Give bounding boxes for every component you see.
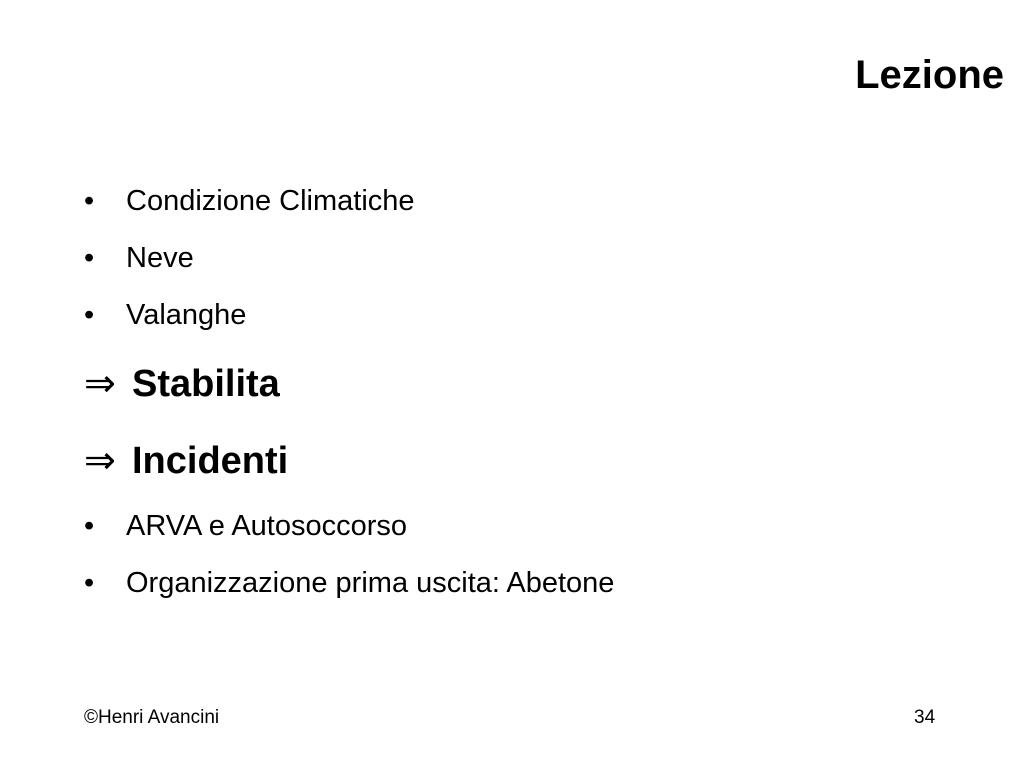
bullet-item (84, 509, 407, 543)
bullet-item (84, 298, 246, 332)
arrow-text: Stabilita (132, 363, 280, 405)
bullet-marker: • (84, 299, 95, 331)
bullet-item (84, 241, 194, 275)
bullet-text: Neve (126, 242, 194, 274)
bullet-marker: • (84, 185, 95, 217)
arrow-text: Incidenti (132, 440, 289, 482)
implies-arrow-icon: ⇒ (84, 363, 116, 405)
bullet-marker: • (84, 510, 95, 542)
bullet-item (84, 566, 614, 600)
arrow-item (84, 439, 288, 483)
bullet-text: ARVA e Autosoccorso (126, 510, 408, 542)
bullet-text: Valanghe (126, 299, 247, 331)
footer-copyright: ©Henri Avancini (84, 707, 220, 728)
page-number: 34 (914, 707, 936, 728)
bullet-text: Condizione Climatiche (126, 185, 415, 217)
bullet-text: Organizzazione prima uscita: Abetone (126, 567, 615, 599)
slide-title: Lezione (855, 53, 1004, 97)
bullet-marker: • (84, 567, 95, 599)
implies-arrow-icon: ⇒ (84, 440, 116, 482)
arrow-item (84, 362, 280, 406)
bullet-item (84, 184, 415, 218)
bullet-marker: • (84, 242, 95, 274)
